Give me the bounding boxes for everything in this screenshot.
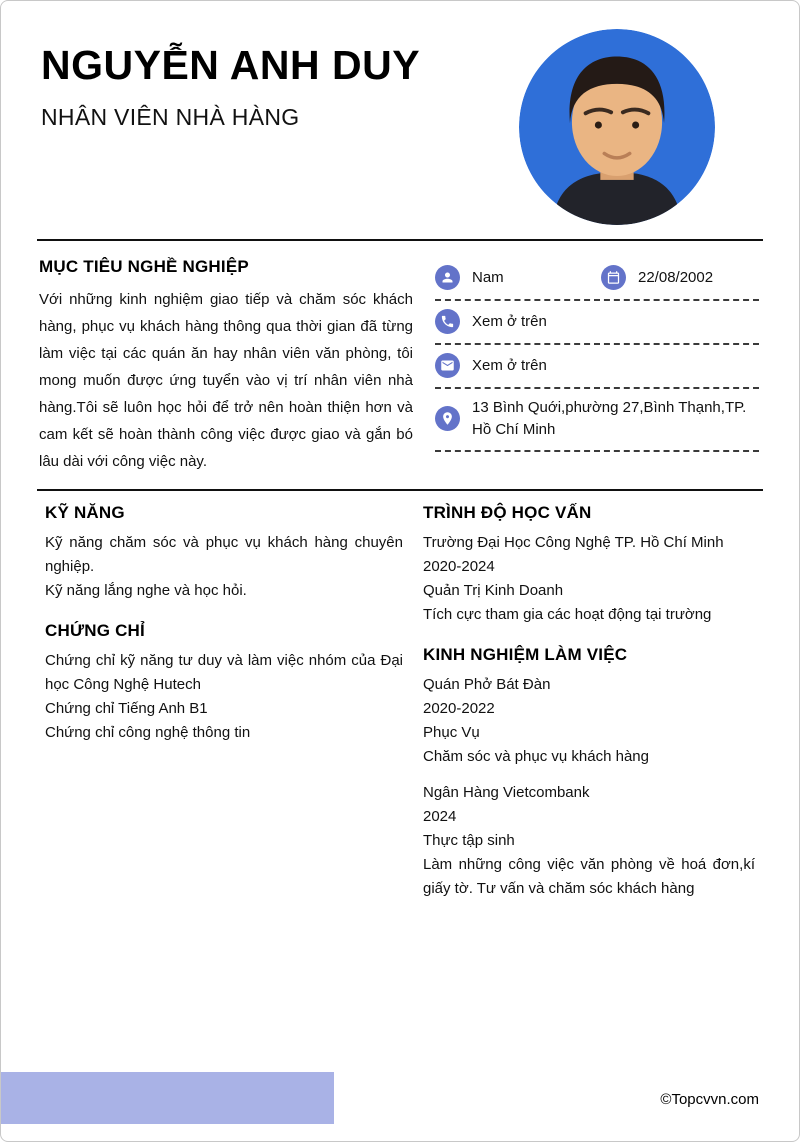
candidate-name: NGUYỄN ANH DUY bbox=[41, 42, 421, 88]
job-description: Chăm sóc và phục vụ khách hàng bbox=[423, 748, 649, 765]
job-company: Ngân Hàng Vietcombank bbox=[423, 784, 590, 801]
calendar-icon bbox=[601, 265, 626, 290]
left-column bbox=[45, 503, 403, 913]
email-icon bbox=[435, 353, 460, 378]
job-company: Quán Phở Bát Đàn bbox=[423, 676, 551, 693]
certificate-item: Chứng chỉ công nghệ thông tin bbox=[45, 724, 251, 741]
job-period: 2024 bbox=[423, 808, 457, 825]
top-section bbox=[1, 241, 799, 475]
header-text bbox=[41, 29, 420, 131]
objective-section bbox=[39, 257, 413, 475]
job-period: 2020-2022 bbox=[423, 700, 495, 717]
skills-heading: KỸ NĂNG bbox=[45, 503, 125, 522]
job-title: NHÂN VIÊN NHÀ HÀNG bbox=[41, 104, 300, 131]
objective-heading: MỤC TIÊU NGHỀ NGHIỆP bbox=[39, 257, 249, 276]
location-icon bbox=[435, 406, 460, 431]
email-value: Xem ở trên bbox=[472, 356, 547, 374]
address-value: 13 Bình Quới,phường 27,Bình Thạnh,TP. Hồ Chí Minh bbox=[472, 399, 747, 438]
phone-value: Xem ở trên bbox=[472, 312, 547, 330]
phone-icon bbox=[435, 309, 460, 334]
skill-item: Kỹ năng lắng nghe và học hỏi. bbox=[45, 582, 247, 599]
job-entry bbox=[423, 781, 755, 901]
right-column bbox=[423, 503, 755, 913]
profile-photo bbox=[519, 29, 715, 225]
certificates-heading: CHỨNG CHỈ bbox=[45, 621, 145, 640]
main-section bbox=[1, 491, 799, 913]
contact-section bbox=[435, 257, 759, 475]
watermark: ©Topcvvn.com bbox=[660, 1091, 759, 1108]
education-school: Trường Đại Học Công Nghệ TP. Hồ Chí Minh bbox=[423, 534, 724, 551]
contact-row-email bbox=[435, 345, 759, 389]
education-activity: Tích cực tham gia các hoạt động tại trường bbox=[423, 606, 712, 623]
experience-heading: KINH NGHIỆM LÀM VIỆC bbox=[423, 645, 628, 664]
education-major: Quản Trị Kinh Doanh bbox=[423, 582, 564, 599]
contact-row-phone bbox=[435, 301, 759, 345]
avatar-illustration bbox=[519, 29, 715, 225]
contact-gender bbox=[435, 265, 601, 290]
job-entry bbox=[423, 673, 755, 769]
objective-text: Với những kinh nghiệm giao tiếp và chăm sóc khách hàng, phục vụ khách hàng thông qua thời gian đã từng làm việc tại các quán ăn hay nhân viên văn phòng, tôi mong muốn được ứng tuyển vào vị trí nhân viên nhà hàng.Tôi sẽ luôn học hỏi để trở nên hoàn thiện hơn và cam kết sẽ hoàn thành công việc được giao và gắn bó lâu dài với công việc này. bbox=[39, 291, 413, 470]
header bbox=[1, 1, 799, 225]
footer-accent-bar bbox=[1, 1072, 334, 1124]
job-role: Phục Vụ bbox=[423, 724, 480, 741]
contact-dob bbox=[601, 265, 713, 290]
certificate-item: Chứng chỉ kỹ năng tư duy và làm việc nhóm của Đại học Công Nghệ Hutech bbox=[45, 652, 403, 693]
dob-value: 22/08/2002 bbox=[638, 268, 714, 286]
person-icon bbox=[435, 265, 460, 290]
contact-row-gender-dob bbox=[435, 257, 759, 301]
skill-item: Kỹ năng chăm sóc và phục vụ khách hàng chuyên nghiệp. bbox=[45, 534, 403, 575]
contact-pair bbox=[435, 265, 759, 290]
gender-value: Nam bbox=[472, 268, 504, 286]
contact-row-address bbox=[435, 389, 759, 452]
education-heading: TRÌNH ĐỘ HỌC VẤN bbox=[423, 503, 592, 522]
job-description: Làm những công việc văn phòng về hoá đơn,kí giấy tờ. Tư vấn và chăm sóc khách hàng bbox=[423, 856, 755, 897]
job-role: Thực tập sinh bbox=[423, 832, 515, 849]
certificate-item: Chứng chỉ Tiếng Anh B1 bbox=[45, 700, 208, 717]
education-period: 2020-2024 bbox=[423, 558, 495, 575]
